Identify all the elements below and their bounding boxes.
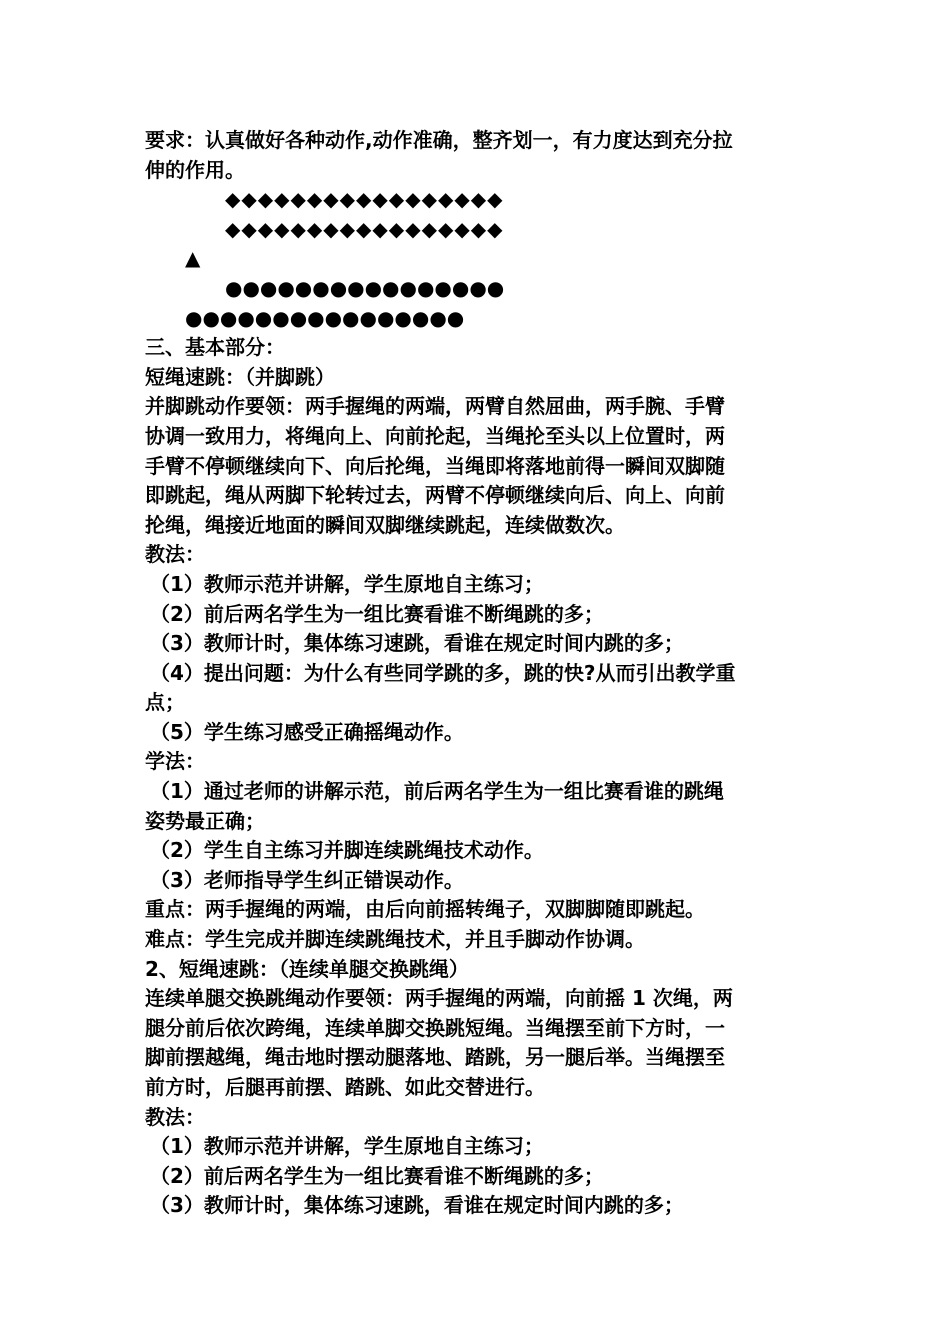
list-item: （1）教师示范并讲解，学生原地自主练习； [150, 1134, 544, 1159]
circle-row-2: ●●●●●●●●●●●●●●●● [185, 305, 465, 330]
subsection-heading-1: 短绳速跳：（并脚跳） [145, 364, 335, 389]
diamond-row-2: ◆◆◆◆◆◆◆◆◆◆◆◆◆◆◆◆◆ [225, 216, 504, 241]
list-item: （2）学生自主练习并脚连续跳绳技术动作。 [150, 838, 544, 863]
teaching-method-heading: 教法： [145, 1104, 205, 1129]
triangle-marker: ▲ [185, 246, 201, 271]
paragraph-line: 协调一致用力，将绳向上、向前抡起，当绳抡至头以上位置时，两 [145, 423, 725, 448]
paragraph-line: 手臂不停顿继续向下、向后抡绳，当绳即将落地前得一瞬间双脚随 [145, 453, 725, 478]
list-item: （3）教师计时，集体练习速跳，看谁在规定时间内跳的多； [150, 1193, 684, 1218]
list-item: （3）教师计时，集体练习速跳，看谁在规定时间内跳的多； [150, 631, 684, 656]
paragraph-line: 连续单腿交换跳绳动作要领：两手握绳的两端，向前摇 1 次绳，两 [145, 986, 733, 1011]
difficulty-line: 难点：学生完成并脚连续跳绳技术，并且手脚动作协调。 [145, 927, 645, 952]
paragraph-line: 即跳起，绳从两脚下轮转过去，两臂不停顿继续向后、向上、向前 [145, 483, 725, 508]
list-item: （3）老师指导学生纠正错误动作。 [150, 867, 464, 892]
document-body [145, 126, 810, 1221]
section-heading-basic: 三、基本部分： [145, 335, 285, 360]
list-item-continuation: 姿势最正确； [145, 808, 265, 833]
paragraph-line: 并脚跳动作要领：两手握绳的两端，两臂自然屈曲，两手腕、手臂 [145, 394, 725, 419]
requirement-line-2: 伸的作用。 [145, 157, 245, 182]
list-item: （5）学生练习感受正确摇绳动作。 [150, 719, 464, 744]
paragraph-line: 腿分前后依次跨绳，连续单脚交换跳短绳。当绳摆至前下方时，一 [145, 1015, 725, 1040]
list-item: （4）提出问题：为什么有些同学跳的多，跳的快?从而引出教学重 [150, 660, 736, 685]
list-item: （1）教师示范并讲解，学生原地自主练习； [150, 571, 544, 596]
key-point-line: 重点：两手握绳的两端，由后向前摇转绳子，双脚脚随即跳起。 [145, 897, 705, 922]
requirement-line-1: 要求：认真做好各种动作,动作准确，整齐划一，有力度达到充分拉 [145, 128, 733, 152]
list-item: （2）前后两名学生为一组比赛看谁不断绳跳的多； [150, 1163, 604, 1188]
list-item: （1）通过老师的讲解示范，前后两名学生为一组比赛看谁的跳绳 [150, 779, 724, 804]
paragraph-line: 抡绳，绳接近地面的瞬间双脚继续跳起，连续做数次。 [145, 512, 625, 537]
paragraph-line: 前方时，后腿再前摆、踏跳、如此交替进行。 [145, 1075, 545, 1099]
diamond-row-1: ◆◆◆◆◆◆◆◆◆◆◆◆◆◆◆◆◆ [225, 187, 504, 212]
teaching-method-heading: 教法： [145, 542, 205, 567]
learning-method-heading: 学法： [145, 749, 205, 774]
paragraph-line: 脚前摆越绳，绳击地时摆动腿落地、踏跳，另一腿后举。当绳摆至 [145, 1045, 725, 1070]
list-item: （2）前后两名学生为一组比赛看谁不断绳跳的多； [150, 601, 604, 626]
subsection-heading-2: 2、短绳速跳：（连续单腿交换跳绳） [145, 956, 469, 981]
circle-row-1: ●●●●●●●●●●●●●●●● [225, 275, 505, 300]
list-item-continuation: 点； [145, 690, 185, 715]
